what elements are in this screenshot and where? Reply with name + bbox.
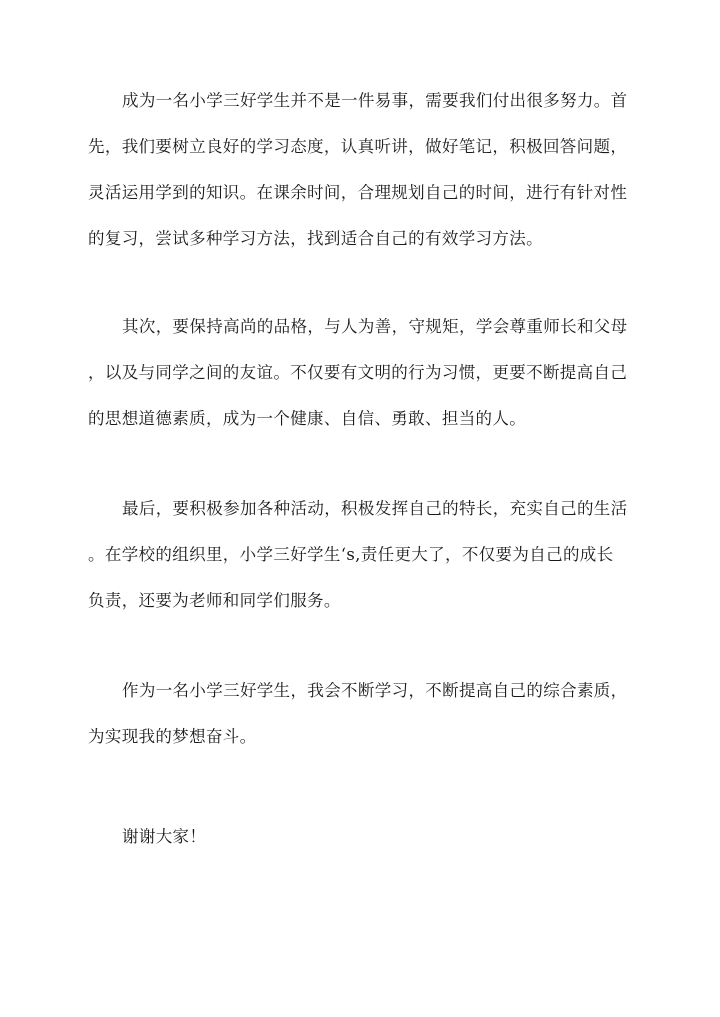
paragraph-commitment xyxy=(88,668,634,760)
text-line: 灵活运用学到的知识。在课余时间，合理规划自己的时间，进行有针对性 xyxy=(88,183,628,202)
paragraph-activities xyxy=(88,486,634,624)
paragraph-study-effort xyxy=(88,78,634,262)
text-line: 成为一名小学三好学生并不是一件易事，需要我们付出很多努力。首 xyxy=(122,91,628,110)
text-line: 最后，要积极参加各种活动，积极发挥自己的特长，充实自己的生活 xyxy=(122,499,628,518)
text-line: 负责，还要为老师和同学们服务。 xyxy=(88,591,341,610)
closing-line: 谢谢大家！ xyxy=(122,827,207,846)
text-line: 。在学校的组织里，小学三好学生‘s,责任更大了，不仅要为自己的成长 xyxy=(88,545,614,564)
text-line: 其次，要保持高尚的品格，与人为善，守规矩，学会尊重师长和父母 xyxy=(122,317,628,336)
text-line: 作为一名小学三好学生，我会不断学习，不断提高自己的综合素质， xyxy=(122,681,628,700)
text-line: 的复习，尝试多种学习方法，找到适合自己的有效学习方法。 xyxy=(88,229,543,248)
text-line: 先，我们要树立良好的学习态度，认真听讲，做好笔记，积极回答问题， xyxy=(88,137,628,156)
text-line: ，以及与同学之间的友谊。不仅要有文明的行为习惯，更要不断提高自己 xyxy=(88,363,628,382)
text-line: 的思想道德素质，成为一个健康、自信、勇敢、担当的人。 xyxy=(88,409,527,428)
text-line: 为实现我的梦想奋斗。 xyxy=(88,727,257,746)
paragraph-closing xyxy=(88,814,634,860)
paragraph-character xyxy=(88,304,634,442)
